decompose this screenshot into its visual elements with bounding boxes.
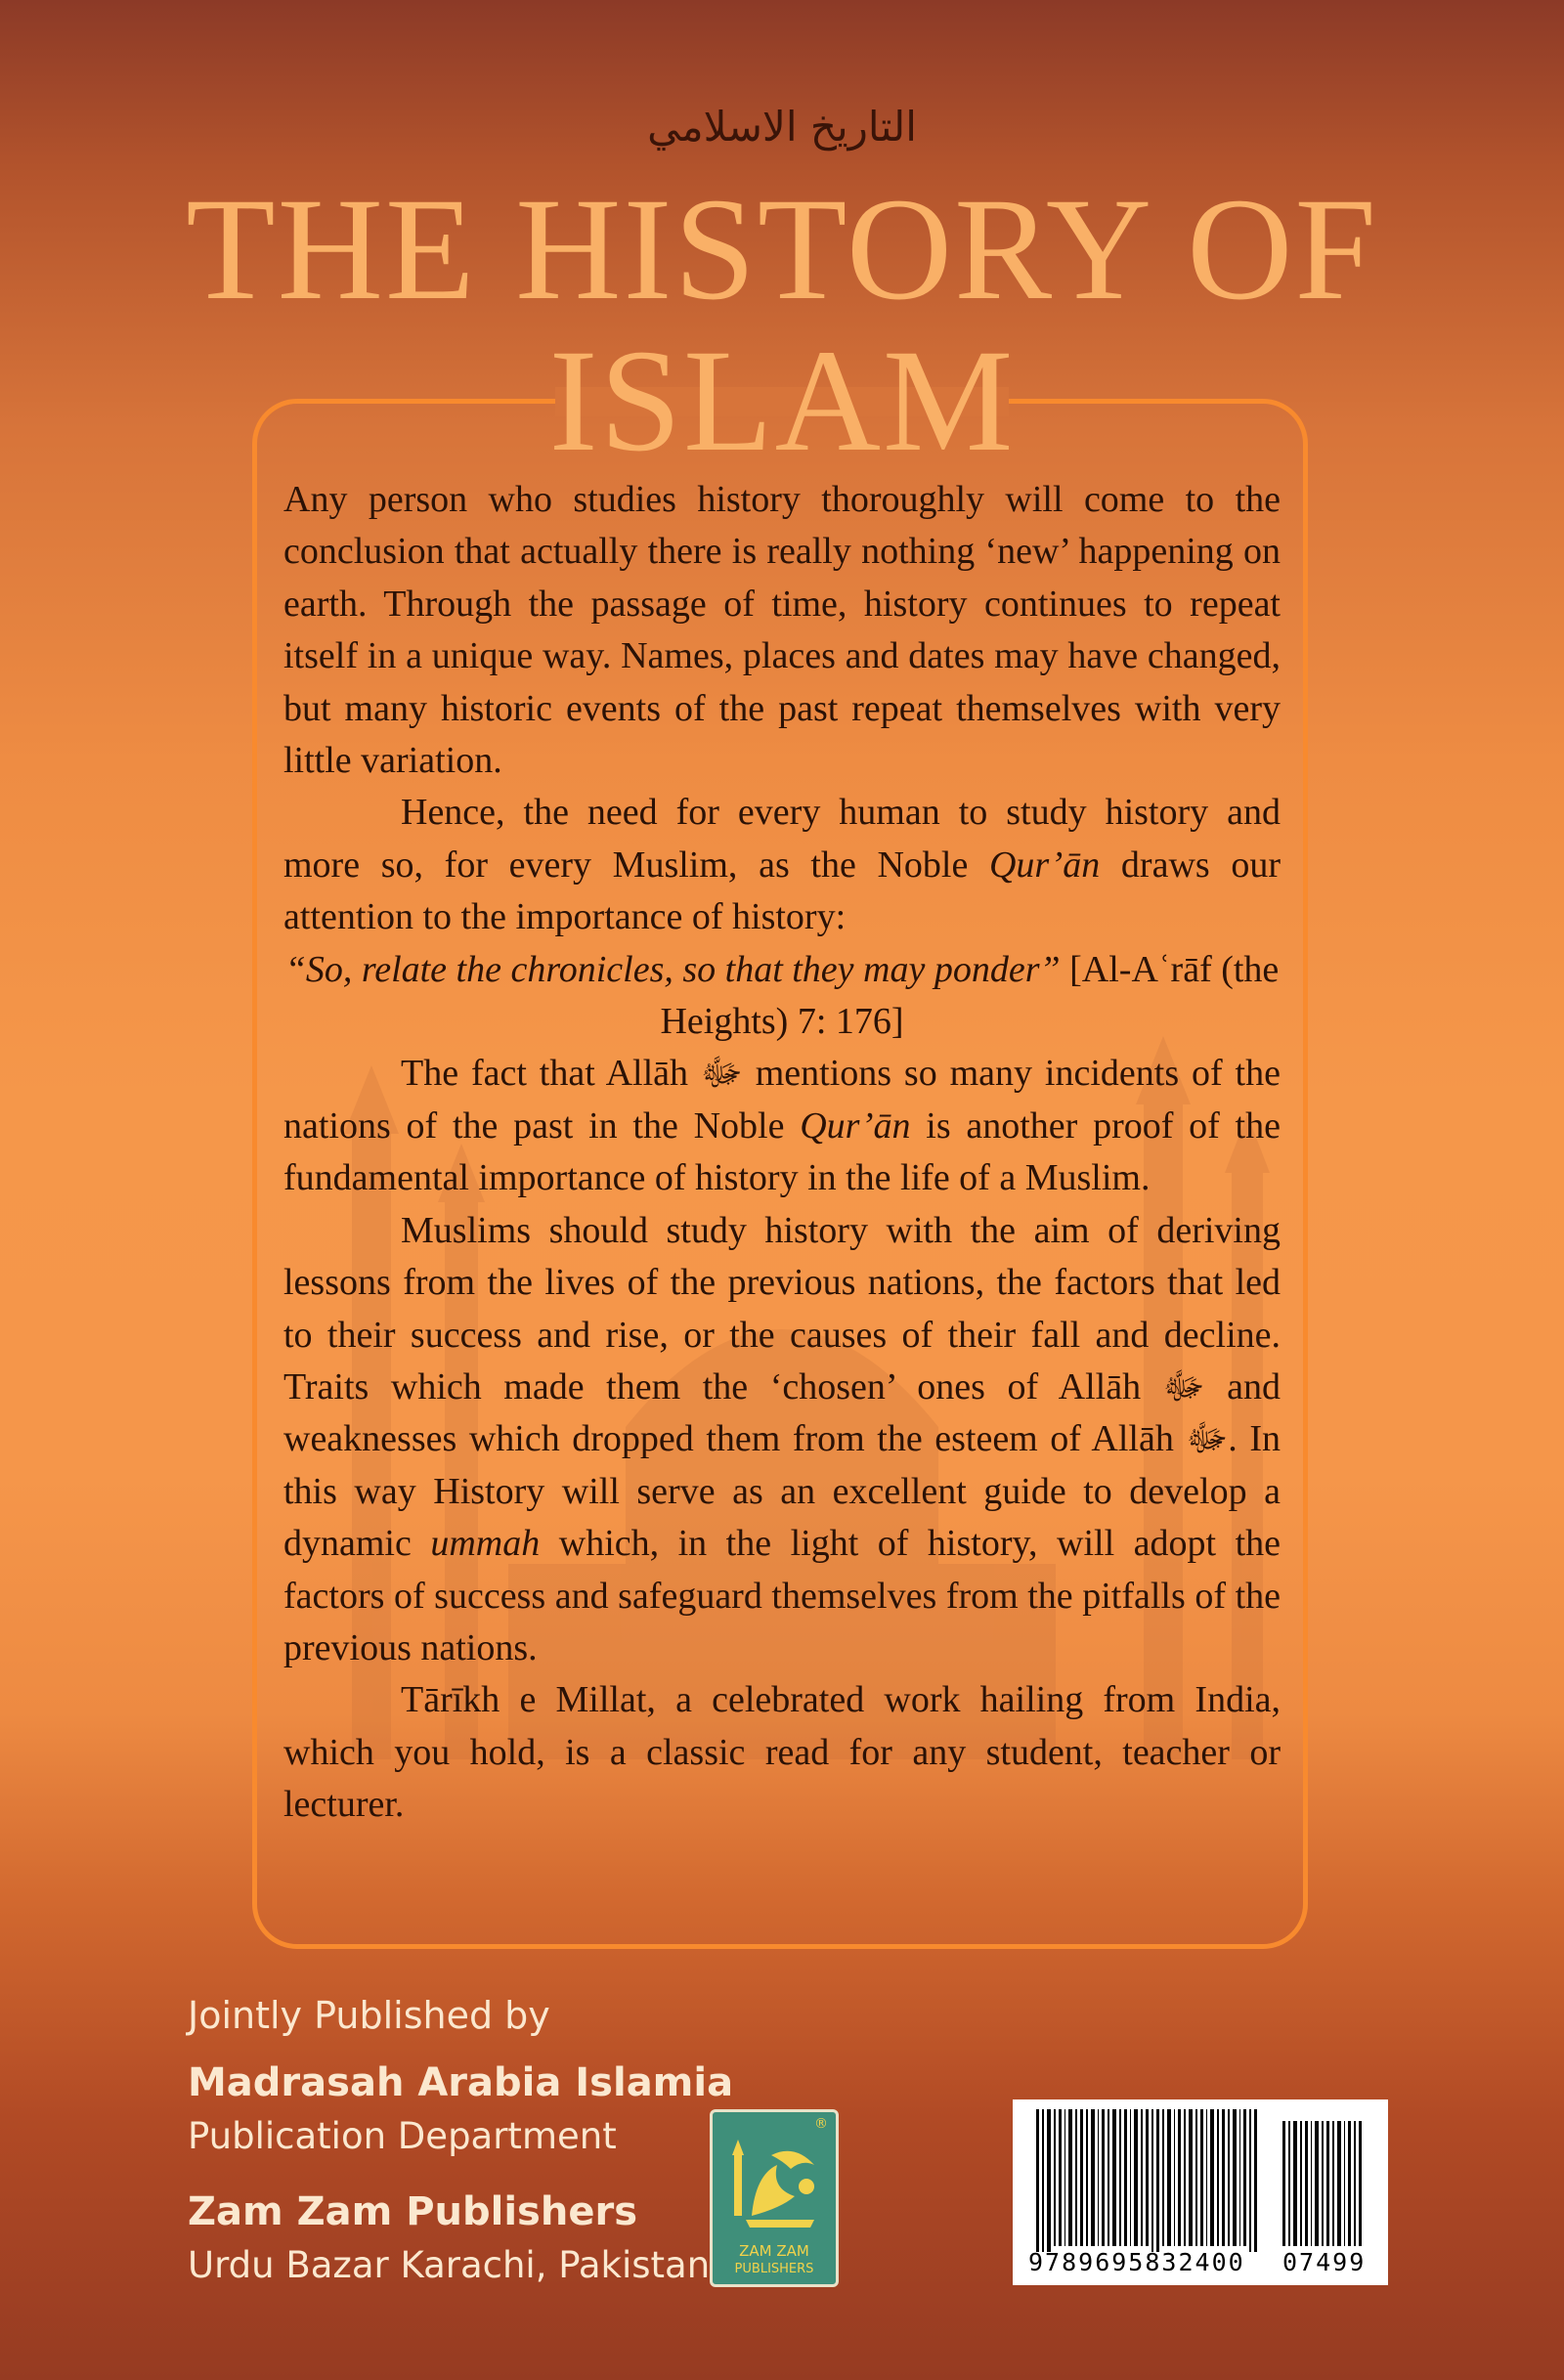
paragraph-4-text-a: Muslims should study history with the aim of deriving lessons from the lives of the previous nations, the factors that led to their success and rise, or the causes of their fall and decline. Traits which made them the ‘chosen’ ones of Allāh ﷻ and weaknesses which dropped them from the esteem of Allāh ﷻ. In this way History will serve as an excellent guide to develop a dynamic [283,1209,1282,1565]
paragraph-3-text-b: is another proof of the fundamental importance of history in the life of a Muslim. [283,1104,1281,1199]
paragraph-5-text: Tārīkh e Millat, a celebrated work hailing from India, which you hold, is a classic read for any student, teacher or lecturer. [283,1679,1281,1826]
paragraph-1-text: Any person who studies history thoroughly will come to the conclusion that actually there is really nothing ‘new’ happening on earth. Through the passage of time, history continues to repeat itself in a unique way. Names, places and dates may have changed, but many historic events of the past repeat themselves with very little variation. [283,479,1281,782]
quote-reference: [Al-Aʿrāf (the Heights) 7: 176] [660,948,1280,1043]
paragraph-5 [283,1674,1281,1831]
logo-line1: ZAM ZAM [739,2242,809,2260]
paragraph-4 [283,1205,1281,1675]
isbn-number: 9789695832400 [1028,2248,1245,2276]
paragraph-1 [283,474,1281,787]
book-title-line1: THE HISTORY OF [186,168,1378,330]
isbn-barcode [1013,2099,1388,2285]
paragraph-3 [283,1048,1281,1204]
quran-quote [283,944,1281,1049]
paragraph-4-text-b: which, in the light of history, will adopt the factors of success and safeguard themselves from the pitfalls of the previous nations. [283,1523,1281,1668]
paragraph-3-text-a: The fact that Allāh ﷻ mentions so many incidents of the nations of the past in the Noble [283,1053,1281,1147]
paragraph-3-italic: Qur’ān [800,1104,911,1147]
paragraph-2-italic: Qur’ān [988,844,1101,886]
publisher-1-name: Madrasah Arabia Islamia [188,2060,734,2105]
book-title-line2: ISLAM [548,320,1016,482]
paragraph-2-text-a: Hence, the need for every human to study history and more so, for every Muslim, as the Noble [283,792,1281,886]
zamzam-logo [710,2109,839,2287]
blurb-text [283,474,1281,1832]
isbn-addon-number: 07499 [1282,2248,1367,2276]
registered-mark: ® [814,2116,828,2132]
publisher-2-name: Zam Zam Publishers [188,2189,637,2234]
paragraph-2-text-b: draws our attention to the importance of history: [283,844,1281,938]
quote-text: “So, relate the chronicles, so that they may ponder” [284,948,1061,990]
logo-line2: PUBLISHERS [734,2262,814,2276]
jointly-published-label: Jointly Published by [188,1994,550,2037]
publisher-2-address: Urdu Bazar Karachi, Pakistan [188,2244,711,2286]
logo-emblem-icon [713,2126,836,2243]
paragraph-2 [283,787,1281,943]
paragraph-4-italic: ummah [430,1523,541,1565]
publisher-1-department: Publication Department [188,2115,617,2157]
arabic-title: التاريخ الاسلامي [647,103,917,151]
